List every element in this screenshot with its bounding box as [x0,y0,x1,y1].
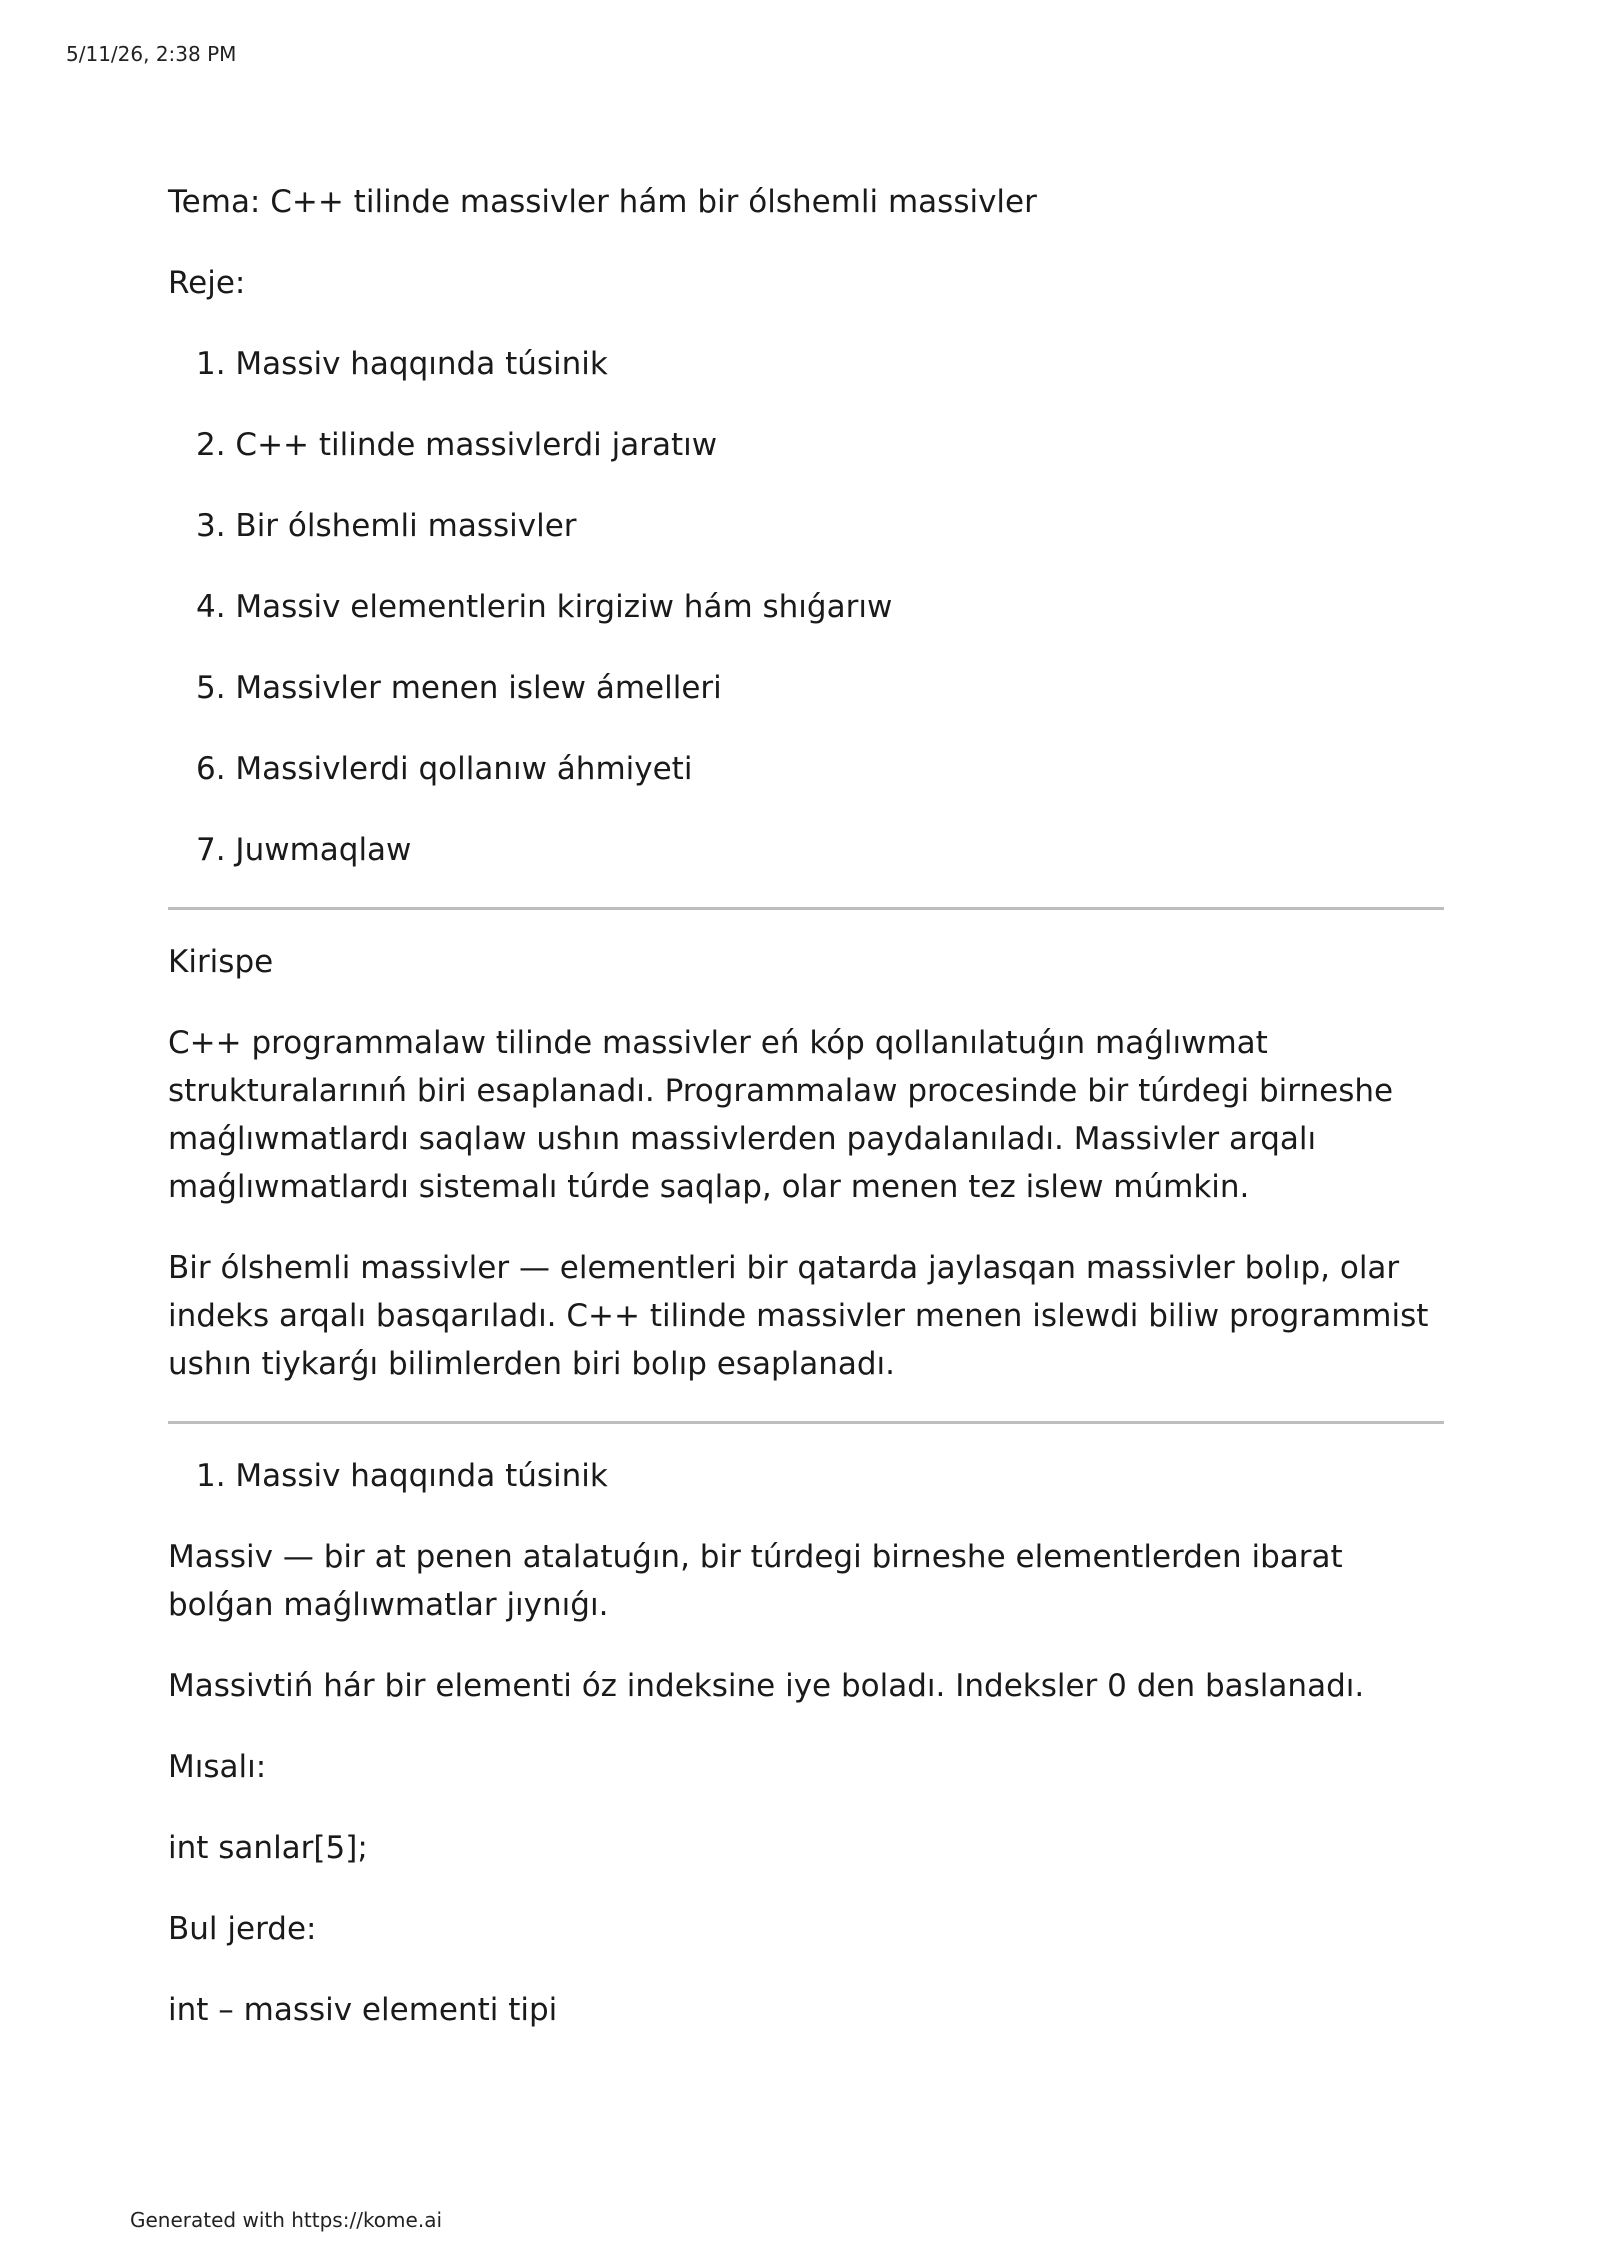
section-paragraph: Massiv — bir at penen atalatuǵın, bir túrdegi birneshe elementlerden ibarat bolǵan maǵlıwmatlar jıynıǵı. [168,1539,1343,1623]
document-body [168,178,1444,2067]
section-paragraph: Massivtiń hár bir elementi óz indeksine iye boladı. Indeksler 0 den baslanadı. [168,1668,1365,1704]
print-timestamp: 5/11/26, 2:38 PM [66,42,237,66]
plan-item: 7. Juwmaqlaw [196,832,412,868]
explanation-label: Bul jerde: [168,1911,317,1947]
section-heading: 1. Massiv haqqında túsinik [196,1458,608,1494]
plan-list [168,340,1444,874]
plan-item: 2. C++ tilinde massivlerdi jaratıw [196,427,718,463]
section-divider [168,907,1444,910]
code-example: int sanlar[5]; [168,1830,368,1866]
section-divider [168,1421,1444,1424]
plan-label: Reje: [168,265,246,301]
plan-item: 4. Massiv elementlerin kirgiziw hám shıǵarıw [196,589,893,625]
example-label: Mısalı: [168,1749,267,1785]
document-title: Tema: C++ tilinde massivler hám bir ólshemli massivler [168,184,1037,220]
generator-footer: Generated with https://kome.ai [130,2208,443,2232]
plan-item: 1. Massiv haqqında túsinik [196,346,608,382]
plan-item: 3. Bir ólshemli massivler [196,508,577,544]
intro-heading: Kirispe [168,944,274,980]
explanation-line: int – massiv elementi tipi [168,1992,558,2028]
plan-item: 6. Massivlerdi qollanıw áhmiyeti [196,751,693,787]
intro-paragraph: C++ programmalaw tilinde massivler eń kóp qollanılatuǵın maǵlıwmat strukturalarınıń biri esaplanadı. Programmalaw procesinde bir túrdegi birneshe maǵlıwmatlardı saqlaw ushın massivlerden paydalanıladı. Massivler arqalı maǵlıwmatlardı sistemalı túrde saqlap, olar menen tez islew múmkin. [168,1025,1394,1205]
plan-item: 5. Massivler menen islew ámelleri [196,670,722,706]
intro-paragraph: Bir ólshemli massivler — elementleri bir qatarda jaylasqan massivler bolıp, olar indeks arqalı basqarıladı. C++ tilinde massivler menen islewdi biliw programmist ushın tiykarǵı bilimlerden biri bolıp esaplanadı. [168,1250,1429,1382]
